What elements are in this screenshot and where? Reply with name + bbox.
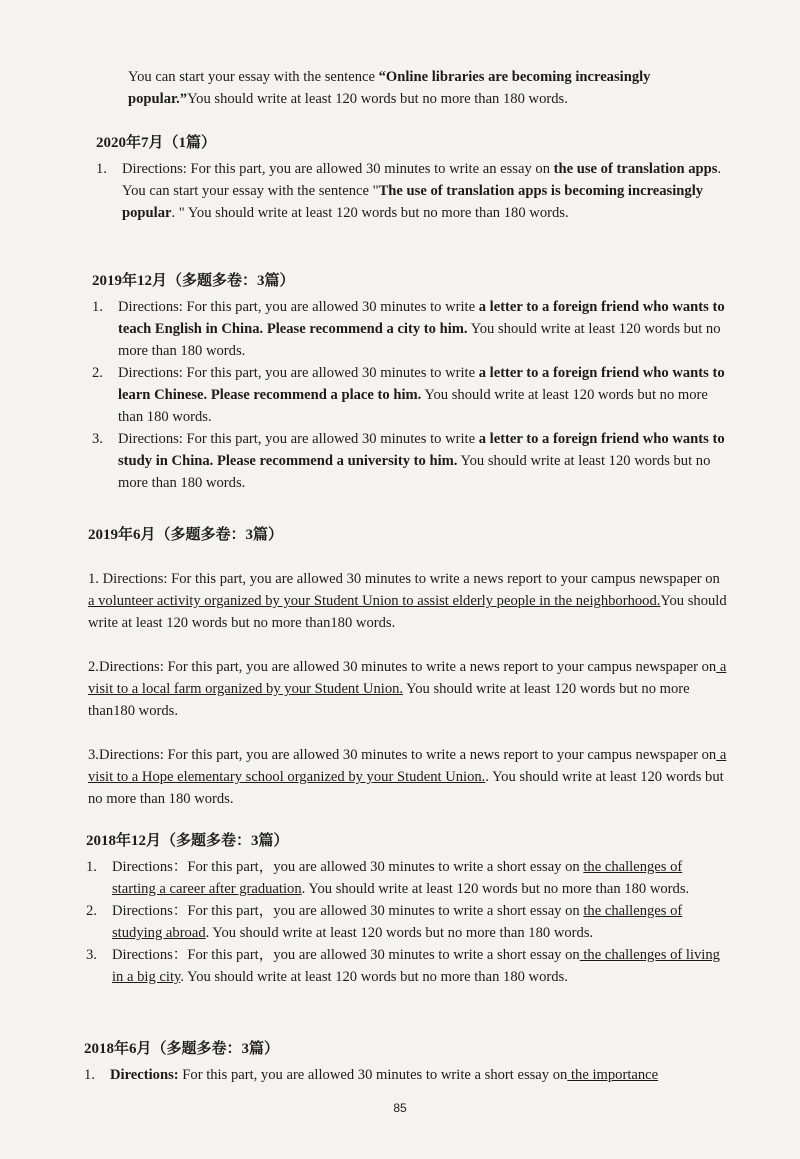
item-text: Directions：For this part，you are allowed 30 minutes to write a short essay on the challenges of starting a career after graduation. You should write at least 120 words but no more than 180 words. [112, 859, 690, 897]
section-2020-07 [96, 132, 736, 224]
item-number: 1. [84, 1067, 95, 1083]
list-item [92, 296, 732, 362]
section-heading: 2020年7月（1篇） [96, 135, 217, 151]
news-report-item: 2.Directions: For this part, you are allowed 30 minutes to write a news report to your campus newspaper on a visit to a local farm organized by your Student Union. You should write at least 120 words but no more than180 words. [88, 659, 727, 719]
list-item [86, 856, 726, 900]
section-heading: 2018年6月（多题多卷：3篇） [84, 1041, 280, 1057]
item-text: Directions：For this part，you are allowed 30 minutes to write a short essay on the challenges of living in a big city. You should write at least 120 words but no more than 180 words. [112, 947, 720, 985]
item-text: Directions: For this part, you are allowed 30 minutes to write a letter to a foreign friend who wants to teach English in China. Please recommend a city to him. You should write at least 120 words but no more than 180 words. [118, 299, 725, 359]
intro-word-count: You should write at least 120 words but no more than 180 words. [187, 91, 568, 107]
page-number: 85 [393, 1101, 407, 1115]
item-text: Directions: For this part, you are allowed 30 minutes to write a short essay on the importance [110, 1067, 659, 1083]
list-item [86, 944, 726, 988]
section-2018-06 [84, 1038, 724, 1086]
item-number: 1. [96, 161, 107, 177]
item-text: Directions: For this part, you are allowed 30 minutes to write an essay on the use of translation apps. You can start your essay with the sentence "The use of translation apps is becoming increasingly popular. " You should write at least 120 words but no more than 180 words. [122, 161, 722, 221]
section-2019-12 [92, 270, 732, 494]
item-number: 2. [92, 365, 103, 381]
item-text: Directions: For this part, you are allowed 30 minutes to write a letter to a foreign friend who wants to learn Chinese. Please recommend a place to him. You should write at least 120 words but no more than 180 words. [118, 365, 725, 425]
intro-paragraph [128, 66, 728, 110]
list-item [92, 428, 732, 494]
item-number: 1. [92, 299, 103, 315]
list-item [92, 362, 732, 428]
section-heading: 2019年12月（多题多卷：3篇） [92, 273, 295, 289]
section-2018-12 [86, 830, 726, 988]
item-text: Directions：For this part，you are allowed 30 minutes to write a short essay on the challenges of studying abroad. You should write at least 120 words but no more than 180 words. [112, 903, 683, 941]
item-number: 2. [86, 903, 97, 919]
section-heading: 2019年6月（多题多卷：3篇） [88, 527, 284, 543]
intro-text: You can start your essay with the sentence [128, 69, 379, 85]
item-number: 1. [86, 859, 97, 875]
news-report-item: 3.Directions: For this part, you are allowed 30 minutes to write a news report to your campus newspaper on a visit to a Hope elementary school organized by your Student Union.. You should write at least 120 words but no more than 180 words. [88, 747, 727, 807]
item-number: 3. [86, 947, 97, 963]
item-number: 3. [92, 431, 103, 447]
list-item [96, 158, 736, 224]
section-2019-06 [88, 524, 728, 810]
intro-bold-sentence: “Online libraries are becoming increasingly popular.” [128, 69, 651, 107]
list-item [86, 900, 726, 944]
news-report-item: 1. Directions: For this part, you are allowed 30 minutes to write a news report to your campus newspaper on a volunteer activity organized by your Student Union to assist elderly people in the neighborhood.You should write at least 120 words but no more than180 words. [88, 571, 727, 631]
list-item [84, 1064, 724, 1086]
item-text: Directions: For this part, you are allowed 30 minutes to write a letter to a foreign friend who wants to study in China. Please recommend a university to him. You should write at least 120 words but no more than 180 words. [118, 431, 725, 491]
section-heading: 2018年12月（多题多卷：3篇） [86, 833, 289, 849]
